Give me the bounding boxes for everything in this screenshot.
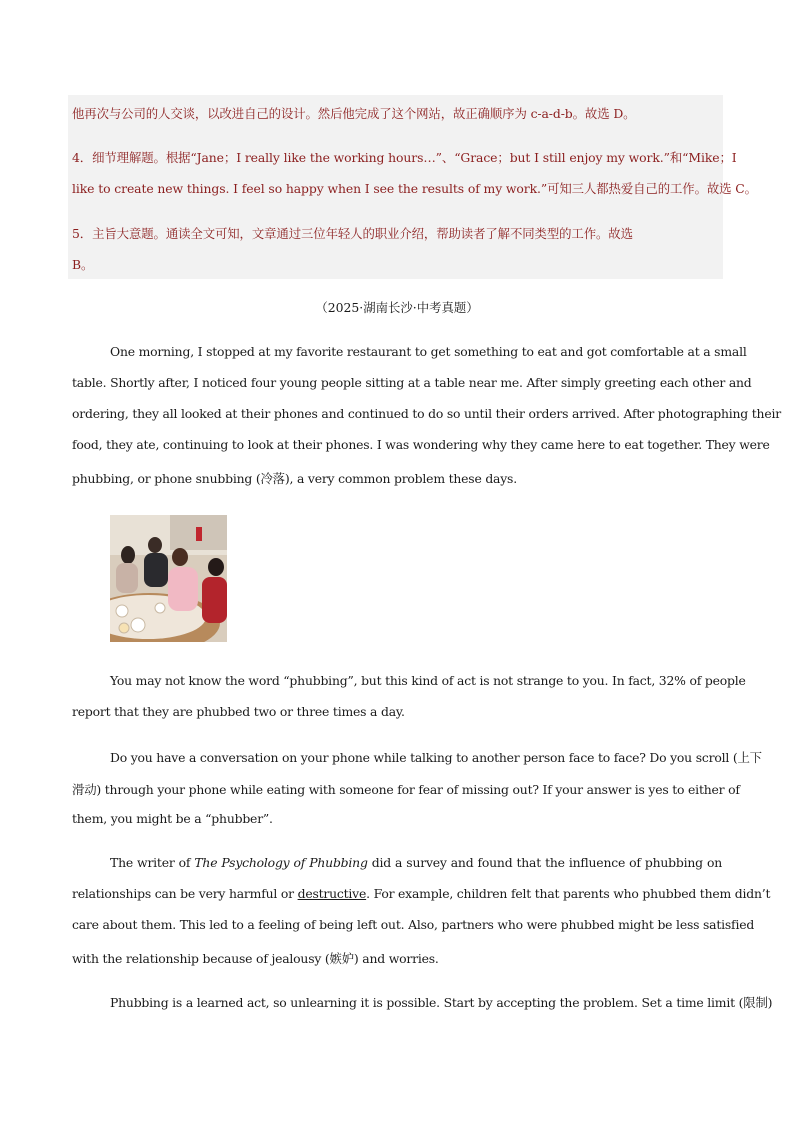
paragraph-line: You may not know the word “phubbing”, but this kind of act is not strange to you. In fact, 32% of people — [110, 673, 746, 688]
answer-line-2: 4．细节理解题。根据“Jane；I really like the working hours…”、“Grace；but I still enjoy my work.”和“Mike；I — [72, 150, 737, 165]
paragraph-line: care about them. This led to a feeling of being left out. Also, partners who were phubbed might be less satisfied — [72, 917, 755, 932]
text-run: relationships can be very harmful or — [72, 886, 298, 901]
text-run: did a survey and found that the influence of phubbing on — [367, 855, 722, 870]
answer-line-4: 5．主旨大意题。通读全文可知，文章通过三位年轻人的职业介绍，帮助读者了解不同类型的工作。故选 — [72, 226, 633, 241]
paragraph-line — [72, 886, 771, 901]
paragraph-line: food, they ate, continuing to look at their phones. I was wondering why they came here to eat together. They were — [72, 437, 770, 452]
answer-line-3: like to create new things. I feel so happy when I see the results of my work.”可知三人都热爱自己的工作。故选 C。 — [72, 181, 757, 196]
paragraph-line: report that they are phubbed two or three times a day. — [72, 704, 405, 719]
paragraph-line: 滑动) through your phone while eating with someone for fear of missing out? If your answer is yes to either of — [72, 782, 740, 797]
paragraph-line: One morning, I stopped at my favorite restaurant to get something to eat and got comfortable at a small — [110, 344, 747, 359]
text-run: . For example, children felt that parents who phubbed them didn’t — [366, 886, 771, 901]
restaurant-photo — [110, 515, 227, 642]
paragraph-line: with the relationship because of jealousy (嫉妒) and worries. — [72, 951, 439, 966]
paragraph-line: phubbing, or phone snubbing (冷落), a very common problem these days. — [72, 471, 517, 486]
restaurant-photo-illustration — [110, 515, 227, 642]
paragraph-line: them, you might be a “phubber”. — [72, 811, 273, 826]
text-run: The writer of — [110, 855, 195, 870]
paragraph-line: Phubbing is a learned act, so unlearning it is possible. Start by accepting the problem. Set a time limit (限制) — [110, 995, 773, 1010]
paragraph-line: ordering, they all looked at their phones and continued to do so until their orders arrived. After photographing their — [72, 406, 781, 421]
paragraph-line: table. Shortly after, I noticed four young people sitting at a table near me. After simply greeting each other and — [72, 375, 752, 390]
underlined-word: destructive — [297, 886, 367, 901]
exam-source-heading: （2025·湖南长沙·中考真题） — [315, 300, 479, 315]
book-title: The Psychology of Phubbing — [194, 855, 368, 870]
paragraph-line — [110, 855, 722, 870]
answer-line-1: 他再次与公司的人交谈，以改进自己的设计。然后他完成了这个网站，故正确顺序为 c-a-d-b。故选 D。 — [72, 106, 636, 121]
answer-line-5: B。 — [72, 257, 94, 272]
paragraph-line: Do you have a conversation on your phone while talking to another person face to face? Do you scroll (上下 — [110, 750, 762, 765]
